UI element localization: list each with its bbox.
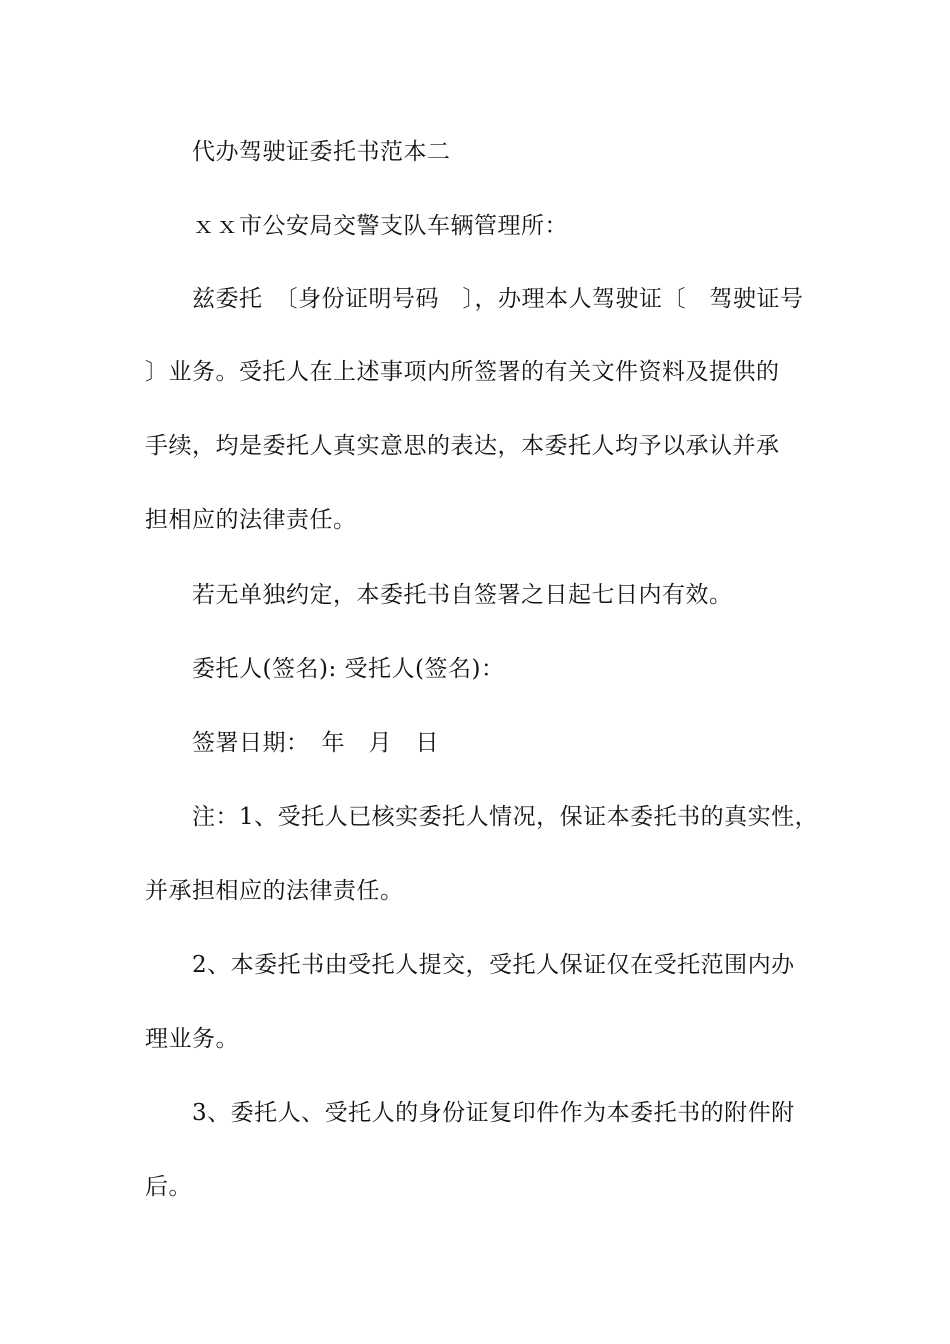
- note-line: 理业务。: [145, 1026, 239, 1052]
- note-line: 注：1、受托人已核实委托人情况，保证本委托书的真实性，: [192, 804, 819, 830]
- note-line: 并承担相应的法律责任。: [145, 878, 404, 904]
- body-paragraph-line: 〕业务。受托人在上述事项内所签署的有关文件资料及提供的: [145, 359, 780, 385]
- signature-line: 委托人(签名): 受托人(签名)：: [192, 656, 505, 682]
- validity-statement: 若无单独约定，本委托书自签署之日起七日内有效。: [192, 582, 733, 608]
- signing-date-line: 签署日期： 年 月 日: [192, 730, 439, 756]
- note-line: 3、委托人、受托人的身份证复印件作为本委托书的附件附: [192, 1100, 795, 1126]
- body-paragraph-line: 手续，均是委托人真实意思的表达，本委托人均予以承认并承: [145, 433, 780, 459]
- addressee-line: ｘｘ市公安局交警支队车辆管理所：: [192, 213, 568, 239]
- body-paragraph-line: 担相应的法律责任。: [145, 507, 357, 533]
- document-title: 代办驾驶证委托书范本二: [192, 139, 451, 165]
- note-line: 2、本委托书由受托人提交，受托人保证仅在受托范围内办: [192, 952, 795, 978]
- body-paragraph-line: 兹委托 〔身份证明号码 〕，办理本人驾驶证〔 驾驶证号: [192, 286, 804, 312]
- note-line: 后。: [145, 1174, 192, 1200]
